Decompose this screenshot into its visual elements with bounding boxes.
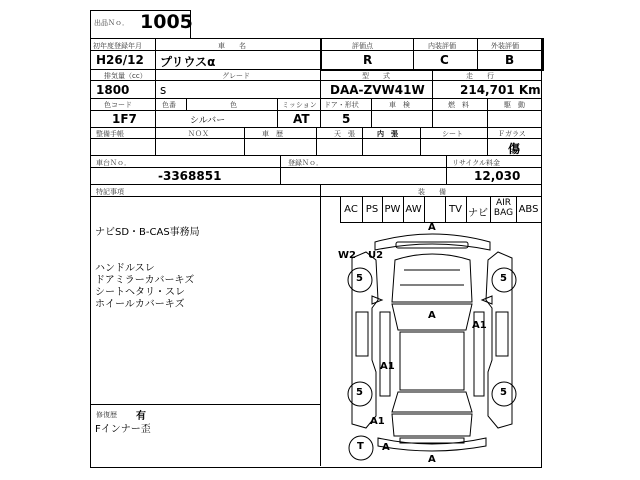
car-name: プリウスα: [160, 55, 216, 69]
cc-label: 排気量（cc）: [104, 72, 147, 80]
interior-label: 内装評価: [428, 42, 456, 50]
fuel-label: 燃 料: [448, 101, 469, 109]
model-label: 型 式: [362, 72, 390, 80]
nox-label: ＮＯＸ: [188, 130, 209, 138]
model-value: DAA-ZVW41W: [330, 83, 425, 97]
chassis-value: -3368851: [158, 169, 222, 183]
colorno-label: 色番: [162, 101, 176, 109]
score-label: 評価点: [352, 42, 373, 50]
equip-ps: PS: [365, 204, 379, 215]
doors-label: ドア・形状: [324, 101, 359, 109]
damage-rear-mark: T: [357, 441, 364, 452]
mission-label: ミッション: [282, 101, 317, 109]
year-value: H26/12: [96, 53, 144, 67]
damage-rear-right-tire: 5: [500, 387, 507, 398]
equip-ac: AC: [344, 204, 358, 215]
equip-abs: ABS: [518, 204, 539, 215]
doors-value: 5: [342, 112, 351, 126]
note-line-1: ナビSD・B-CAS事務局: [95, 227, 200, 238]
grade-value: s: [160, 83, 167, 97]
note-line-5: ホイールカバーキズ: [95, 299, 185, 310]
colorcode-label: 色コード: [104, 101, 132, 109]
repair-label: 修復歴: [96, 411, 117, 419]
mileage-value: 214,701 Km: [460, 83, 541, 97]
mileage-label: 走 行: [466, 72, 494, 80]
equip-aw: AW: [405, 204, 422, 215]
interior-lining-label: 内 張: [377, 130, 398, 138]
color-label: 色: [230, 101, 237, 109]
equip-airbag: AIR BAG: [493, 198, 514, 218]
damage-left-rear-door: A1: [380, 361, 395, 372]
damage-rear-bumper: A: [428, 454, 436, 465]
note-line-2: ハンドルスレ: [95, 263, 155, 274]
colorcode-value: 1F7: [112, 112, 137, 126]
damage-right-front-door: A1: [472, 320, 487, 331]
mission-value: AT: [293, 112, 310, 126]
damage-u2: U2: [368, 250, 384, 261]
manual-label: 整備手帳: [96, 130, 124, 138]
name-label: 車 名: [218, 42, 246, 50]
reg-label: 登録Ｎｏ．: [288, 159, 323, 167]
equip-tv: TV: [449, 204, 462, 215]
inspection-label: 車 検: [389, 101, 410, 109]
year-label: 初年度登録年月: [93, 42, 142, 50]
fglass-label: Ｆガラス: [498, 130, 526, 138]
damage-front-left-tire: 5: [356, 273, 363, 284]
damage-front-right-tire: 5: [500, 273, 507, 284]
notes-header: 特記事項: [96, 188, 124, 196]
recycle-label: リサイクル料金: [452, 159, 501, 167]
note-line-3: ドアミラーカバーキズ: [95, 275, 195, 286]
repair-detail: Fインナー歪: [95, 424, 151, 435]
interior-value: C: [440, 53, 449, 67]
damage-rear-left-tire: 5: [356, 387, 363, 398]
drive-label: 駆 動: [504, 101, 525, 109]
equip-navi: ナビ: [468, 208, 488, 219]
damage-left-rear-quarter: A1: [370, 416, 385, 427]
history-label: 車 歴: [262, 130, 283, 138]
sunroof-label: 天 張: [334, 130, 355, 138]
damage-w2: W2: [338, 250, 356, 261]
lot-number: 1005: [140, 11, 193, 33]
fglass-value: 傷: [508, 142, 521, 156]
recycle-value: 12,030: [474, 169, 521, 183]
repair-value: 有: [136, 411, 146, 422]
chassis-label: 車台Ｎｏ．: [96, 159, 131, 167]
equip-pw: PW: [384, 204, 401, 215]
lot-label: 出品Ｎｏ．: [94, 19, 129, 27]
seat-label: シート: [442, 130, 463, 138]
damage-front-bumper: A: [428, 222, 436, 233]
score-value: R: [363, 53, 373, 67]
exterior-value: B: [505, 53, 515, 67]
equipment-header: 装 備: [418, 188, 446, 196]
cc-value: 1800: [96, 83, 130, 97]
color-value: シルバー: [190, 116, 226, 126]
damage-hood: A: [428, 310, 436, 321]
grade-label: グレード: [222, 72, 250, 80]
damage-rear-a: A: [382, 442, 390, 453]
note-line-4: シートヘタリ・スレ: [95, 287, 185, 298]
exterior-label: 外装評価: [491, 42, 519, 50]
